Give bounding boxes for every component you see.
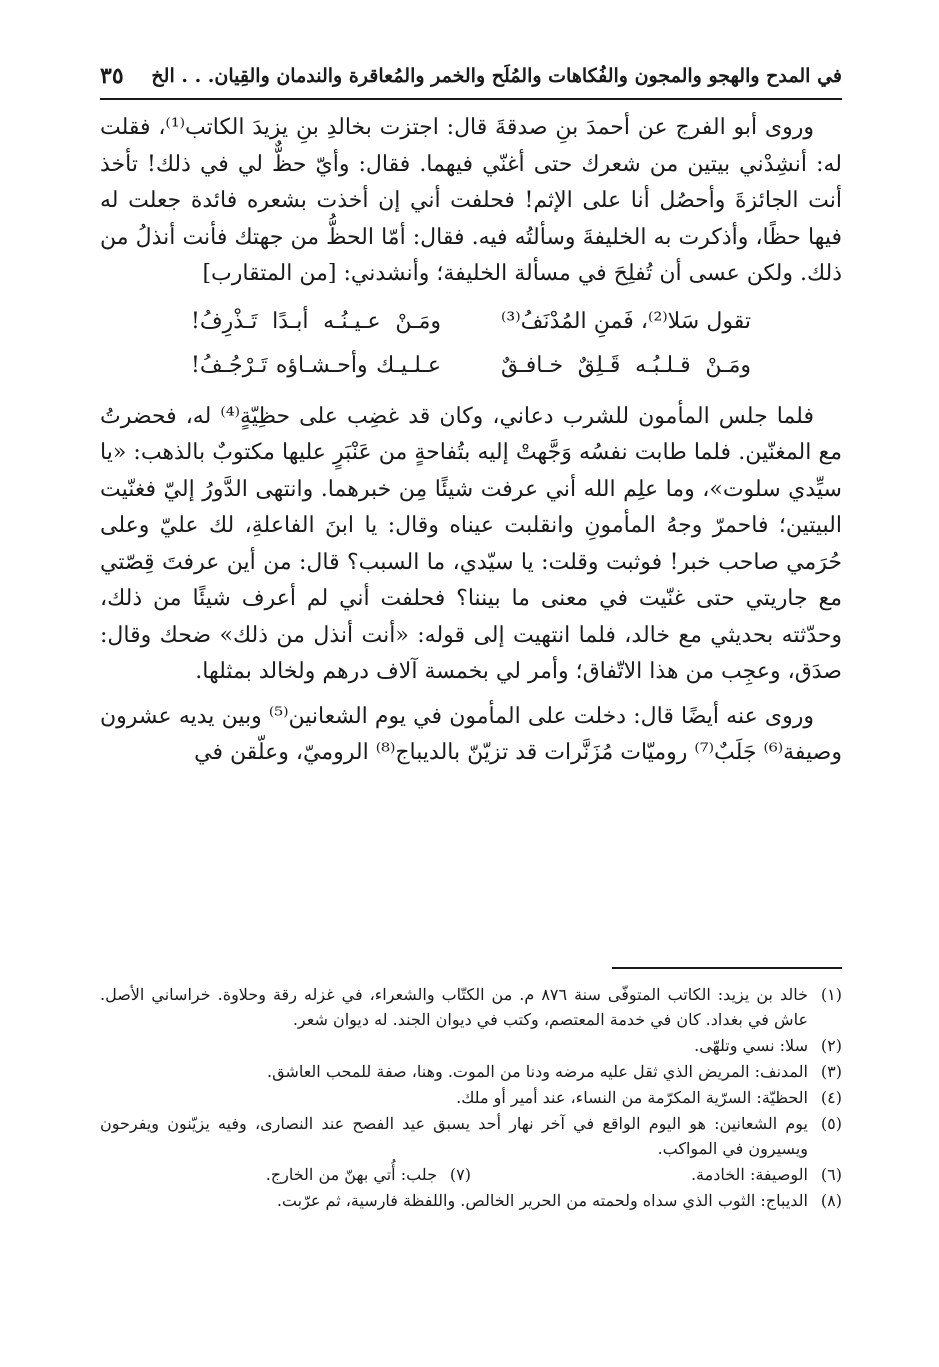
running-title: في المدح والهجو والمجون والفُكاهات والمُلَح والخمر والمُعاقرة والندمان والقِيان. . . الخ	[151, 65, 842, 87]
footnote-7: (٧) جلب: أُتي بهنّ من الخارج.	[265, 1165, 471, 1184]
footnotes	[100, 982, 842, 1214]
footnote-rule	[612, 967, 842, 969]
running-head	[100, 58, 842, 94]
main-text	[100, 110, 842, 780]
hemistich: عـلـيـك وأحـشـاؤه تَـرْجُـفُ!	[191, 353, 441, 379]
footnote-2: (٢) سلا: نسي وتلهّى.	[694, 1036, 842, 1055]
paragraph-3: وروى عنه أيضًا قال: دخلت على المأمون في يوم الشعانين⁽⁵⁾ وبين يديه عشرون وصيفة⁽⁶⁾ جَلَبٌ⁽⁷⁾ روميّات مُزَنَّرات قد تزيّنّ بالديباج⁽⁸⁾ الروميّ، وعلّقن في	[100, 703, 842, 765]
hemistich: ومَـنْ عـيـنُـه أبـدًا تَـذْرِفُ!	[191, 309, 441, 335]
footnote-3: (٣) المدنف: المريض الذي ثقل عليه مرضه ودنا من الموت. وهنا، صفة للمحب العاشق.	[267, 1062, 842, 1081]
footnote-1: (١) خالد بن يزيد: الكاتب المتوفّى سنة ٨٧٦ م. من الكتّاب والشعراء، في غزله رقة وحلاوة. خراساني الأصل. عاش في بغداد. كان في خدمة المعتصم، وكتب في ديوان الجند. له ديوان شعر.	[100, 985, 842, 1029]
verse-line-2	[100, 345, 842, 389]
footnote-8: (٨) الديباج: الثوب الذي سداه ولحمته من الحرير الخالص. واللفظة فارسية، ثم عرّبت.	[276, 1191, 842, 1210]
verse-line-1	[100, 301, 842, 345]
poem	[100, 301, 842, 389]
paragraph-1: وروى أبو الفرج عن أحمدَ بنِ صدقةَ قال: اجتزت بخالدِ بنِ يزيدَ الكاتب⁽¹⁾، فقلت له: أنشِدْني بيتين من شعرك حتى أغنّي فيهما. فقال: وأيّ حظٌّ لي في ذلك! تأخذ أنت الجائزةَ وأحصُل أنا على الإثم! فحلفت أني إن أخذت بشعره فائدة جعلت له فيها حظًا، وأذكرت به الخليفةَ وسألتُه فيه. فقال: أمّا الحظُّ من جهتك فأنت أنذلُ من ذلك. ولكن عسى أن تُفلِحَ في مسألة الخليفة؛ وأنشدني: [من المتقارب]	[100, 115, 842, 286]
footnote-5: (٥) يوم الشعانين: هو اليوم الواقع في آخر نهار أحد يسبق عيد الفصح عند النصارى، وفيه يزيّنون ويفرحون ويسيرون في المواكب.	[100, 1114, 842, 1158]
footnote-row-6-7	[100, 1162, 842, 1188]
footnote-6: (٦) الوصيفة: الخادمة.	[690, 1165, 842, 1184]
hemistich: ومَـنْ قـلـبُـه قَـلِقٌ خـافـقٌ	[501, 353, 751, 379]
footnote-4: (٤) الحظيّة: السرّية المكرّمة من النساء، عند أمير أو ملك.	[456, 1088, 842, 1107]
hemistich: تقول سَلا⁽²⁾، فَمنِ المُدْنَفُ⁽³⁾	[501, 309, 751, 335]
book-page	[100, 0, 842, 1367]
paragraph-2: فلما جلس المأمون للشرب دعاني، وكان قد غضِب على حظِيّةٍ⁽⁴⁾ له، فحضرتُ مع المغنّين. فلما طابت نفسُه وَجَّهتْ إليه بتُفاحةٍ من عَنْبَرٍ عليها مكتوبٌ بالذهب: «يا سيِّدي سلوت»، وما علِم الله أني عرفت شيئًا مِن خبرهما. وانتهى الدَّورُ إليّ فغنّيت البيتين؛ فاحمرّ وجهُ المأمونِ وانقلبت عيناه وقال: يا ابنَ الفاعلةِ، لك عليّ وعلى حُرَمي صاحب خبر! فوثبت وقلت: يا سيّدي، ما السبب؟ قال: من أين عرفتَ قِصّتي مع جاريتي حتى غنّيت في معنى ما بيننا؟ فحلفت أني لم أعرف شيئًا من ذلك، وحدّثته بحديثي مع خالد، فلما انتهيت إلى قوله: «أنت أنذل من ذلك» ضحك وقال: صدَق، وعجِب من هذا الاتّفاق؛ وأمر لي بخمسة آلاف درهم ولخالد بمثلها.	[100, 403, 842, 684]
page-number: ٣٥	[100, 63, 124, 89]
header-rule	[100, 98, 842, 100]
